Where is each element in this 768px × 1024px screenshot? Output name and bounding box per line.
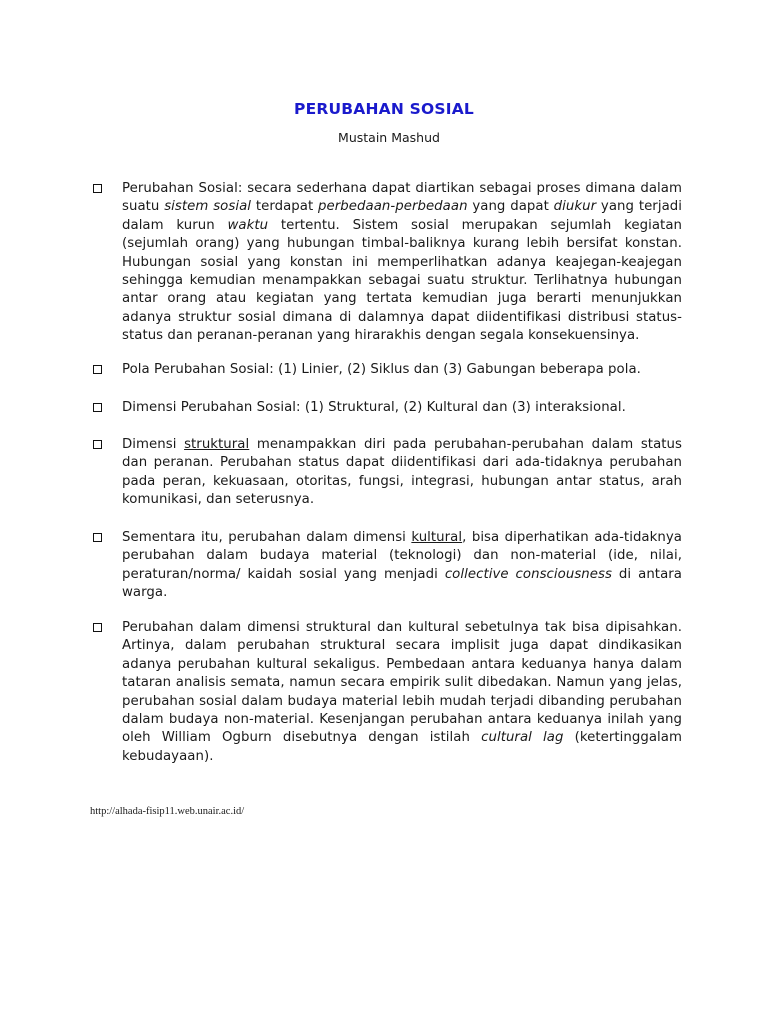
- checkbox-bullet-icon: [93, 184, 102, 193]
- checkbox-bullet-icon: [93, 365, 102, 374]
- checkbox-bullet-icon: [93, 533, 102, 542]
- document-author: Mustain Mashud: [338, 130, 440, 145]
- source-url: http://alhada-fisip11.web.unair.ac.id/: [90, 806, 245, 817]
- paragraph-pola-perubahan: Pola Perubahan Sosial: (1) Linier, (2) Siklus dan (3) Gabungan beberapa pola.: [122, 362, 641, 377]
- paragraph-dimensi-kultural: Sementara itu, perubahan dalam dimensi kultural, bisa diperhatikan ada-tidaknya perubahan dalam budaya material (teknologi) dan non-material (ide, nilai, peraturan/norma/ kaidah sosial yang menjadi collective consciousness di antara warga.: [122, 530, 682, 601]
- checkbox-bullet-icon: [93, 403, 102, 412]
- paragraph-cultural-lag: Perubahan dalam dimensi struktural dan kultural sebetulnya tak bisa dipisahkan. Artinya, dalam perubahan struktural secara implisit juga dapat dindikasikan adanya perubahan kultural sekaligus. Pembedaan antara keduanya hanya dalam tataran analisis semata, namun secara empirik sulit dibedakan. Namun yang jelas, perubahan sosial dalam budaya material lebih mudah terjadi dibanding perubahan dalam budaya non-material. Kesenjangan perubahan antara keduanya inilah yang oleh William Ogburn disebutnya dengan istilah cultural lag (ketertinggalam kebudayaan).: [122, 620, 682, 764]
- document-title: PERUBAHAN SOSIAL: [294, 100, 474, 118]
- paragraph-perubahan-sosial: Perubahan Sosial: secara sederhana dapat diartikan sebagai proses dimana dalam suatu sistem sosial terdapat perbedaan-perbedaan yang dapat diukur yang terjadi dalam kurun waktu tertentu. Sistem sosial merupakan sejumlah kegiatan (sejumlah orang) yang hubungan timbal-baliknya kurang lebih bersifat konstan. Hubungan sosial yang konstan ini memperlihatkan adanya keajegan-keajegan sehingga kemudian menampakkan sebagai suatu struktur. Terlihatnya hubungan antar orang atau kegiatan yang tertata kemudian juga berarti menunjukkan adanya struktur sosial dimana di dalamnya dapat diidentifikasi distribusi status-status dan peranan-peranan yang hirarakhis dengan segala konsekuensinya.: [122, 181, 683, 344]
- checkbox-bullet-icon: [93, 440, 102, 449]
- paragraph-dimensi-struktural: Dimensi struktural menampakkan diri pada perubahan-perubahan dalam status dan peranan. Perubahan status dapat diidentifikasi dari ada-tidaknya perubahan pada peran, kekuasaan, otoritas, fungsi, integrasi, hubungan antar status, arah komunikasi, dan seterusnya.: [122, 437, 682, 508]
- checkbox-bullet-icon: [93, 623, 102, 632]
- paragraph-dimensi-perubahan: Dimensi Perubahan Sosial: (1) Struktural, (2) Kultural dan (3) interaksional.: [122, 400, 626, 415]
